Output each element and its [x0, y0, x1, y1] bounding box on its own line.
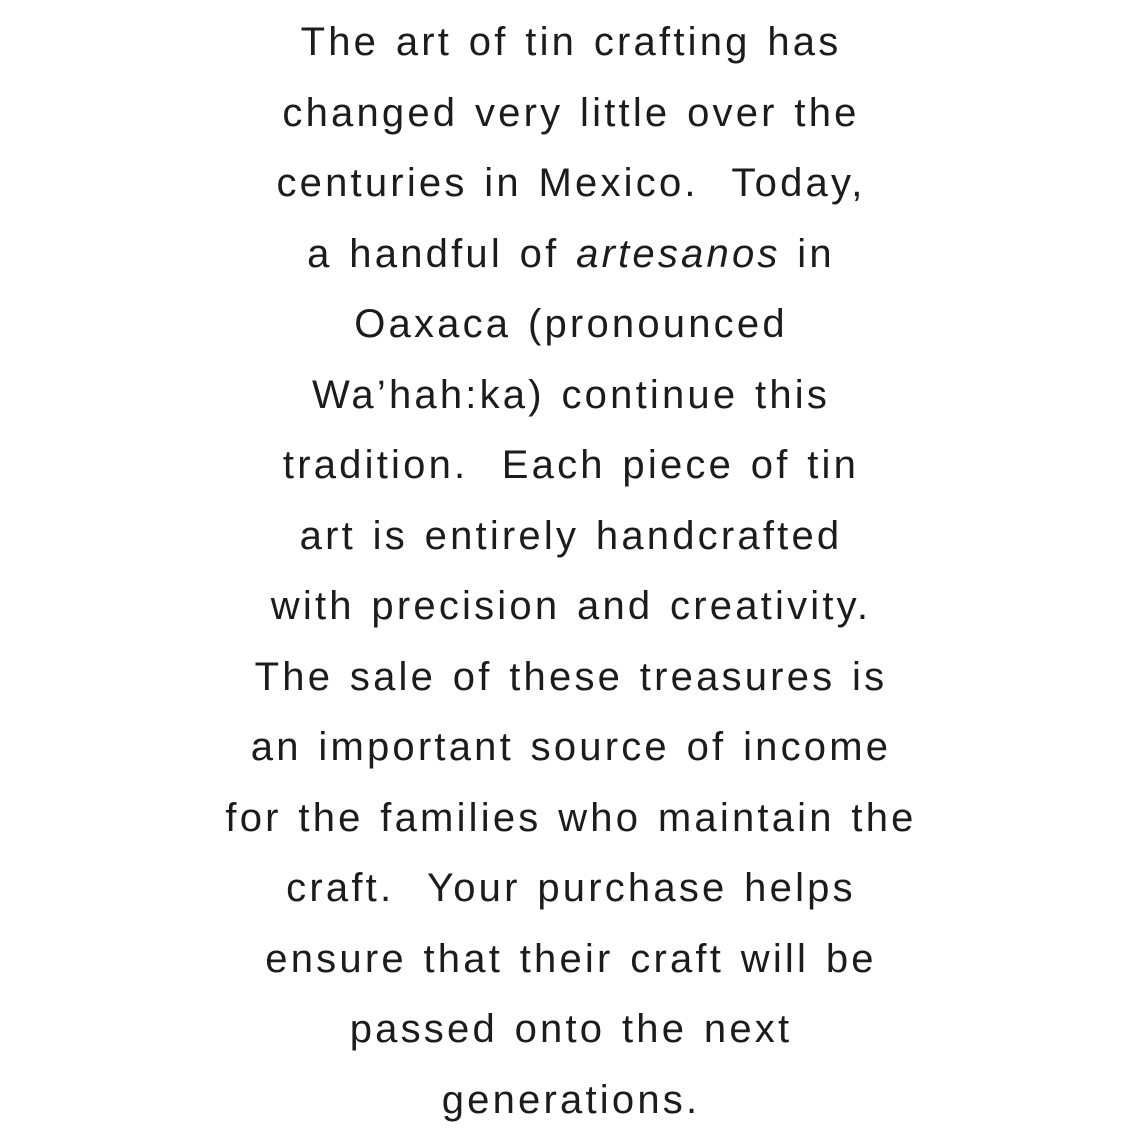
text-segment: The art of tin crafting has [300, 20, 842, 64]
text-segment: Wa’hah:ka) continue this [311, 372, 831, 417]
text-segment: an important source of income [250, 725, 892, 769]
text-line [0, 853, 1142, 924]
text-segment: in [780, 231, 835, 276]
text-line [0, 571, 1142, 642]
text-segment: passed onto the next [349, 1007, 793, 1051]
text-segment: with precision and creativity. [270, 584, 872, 628]
text-line [0, 642, 1142, 713]
text-line [0, 994, 1142, 1065]
text-line [0, 783, 1142, 854]
text-line [0, 712, 1142, 783]
tin-crafting-description [0, 7, 1142, 1135]
italic-term: artesanos [576, 231, 781, 276]
text-line [0, 148, 1142, 219]
text-segment: a handful of [307, 231, 577, 276]
text-line [0, 501, 1142, 572]
text-line [0, 430, 1142, 501]
text-segment: Oaxaca (pronounced [354, 302, 788, 346]
text-segment: ensure that their craft will be [265, 936, 877, 981]
text-line [0, 289, 1142, 360]
text-segment: tradition. Each piece of tin [282, 443, 860, 487]
text-line [0, 360, 1142, 431]
text-segment: centuries in Mexico. Today, [276, 161, 866, 205]
text-segment: art is entirely handcrafted [299, 513, 843, 558]
text-line [0, 924, 1142, 995]
text-segment: changed very little over the [282, 90, 860, 135]
text-line [0, 219, 1142, 290]
text-segment: The sale of these treasures is [254, 654, 888, 699]
text-line [0, 1065, 1142, 1136]
text-segment: generations. [441, 1077, 701, 1122]
text-segment: for the families who maintain the [225, 795, 917, 840]
text-segment: craft. Your purchase helps [286, 866, 856, 910]
text-line [0, 78, 1142, 149]
text-line [0, 7, 1142, 78]
